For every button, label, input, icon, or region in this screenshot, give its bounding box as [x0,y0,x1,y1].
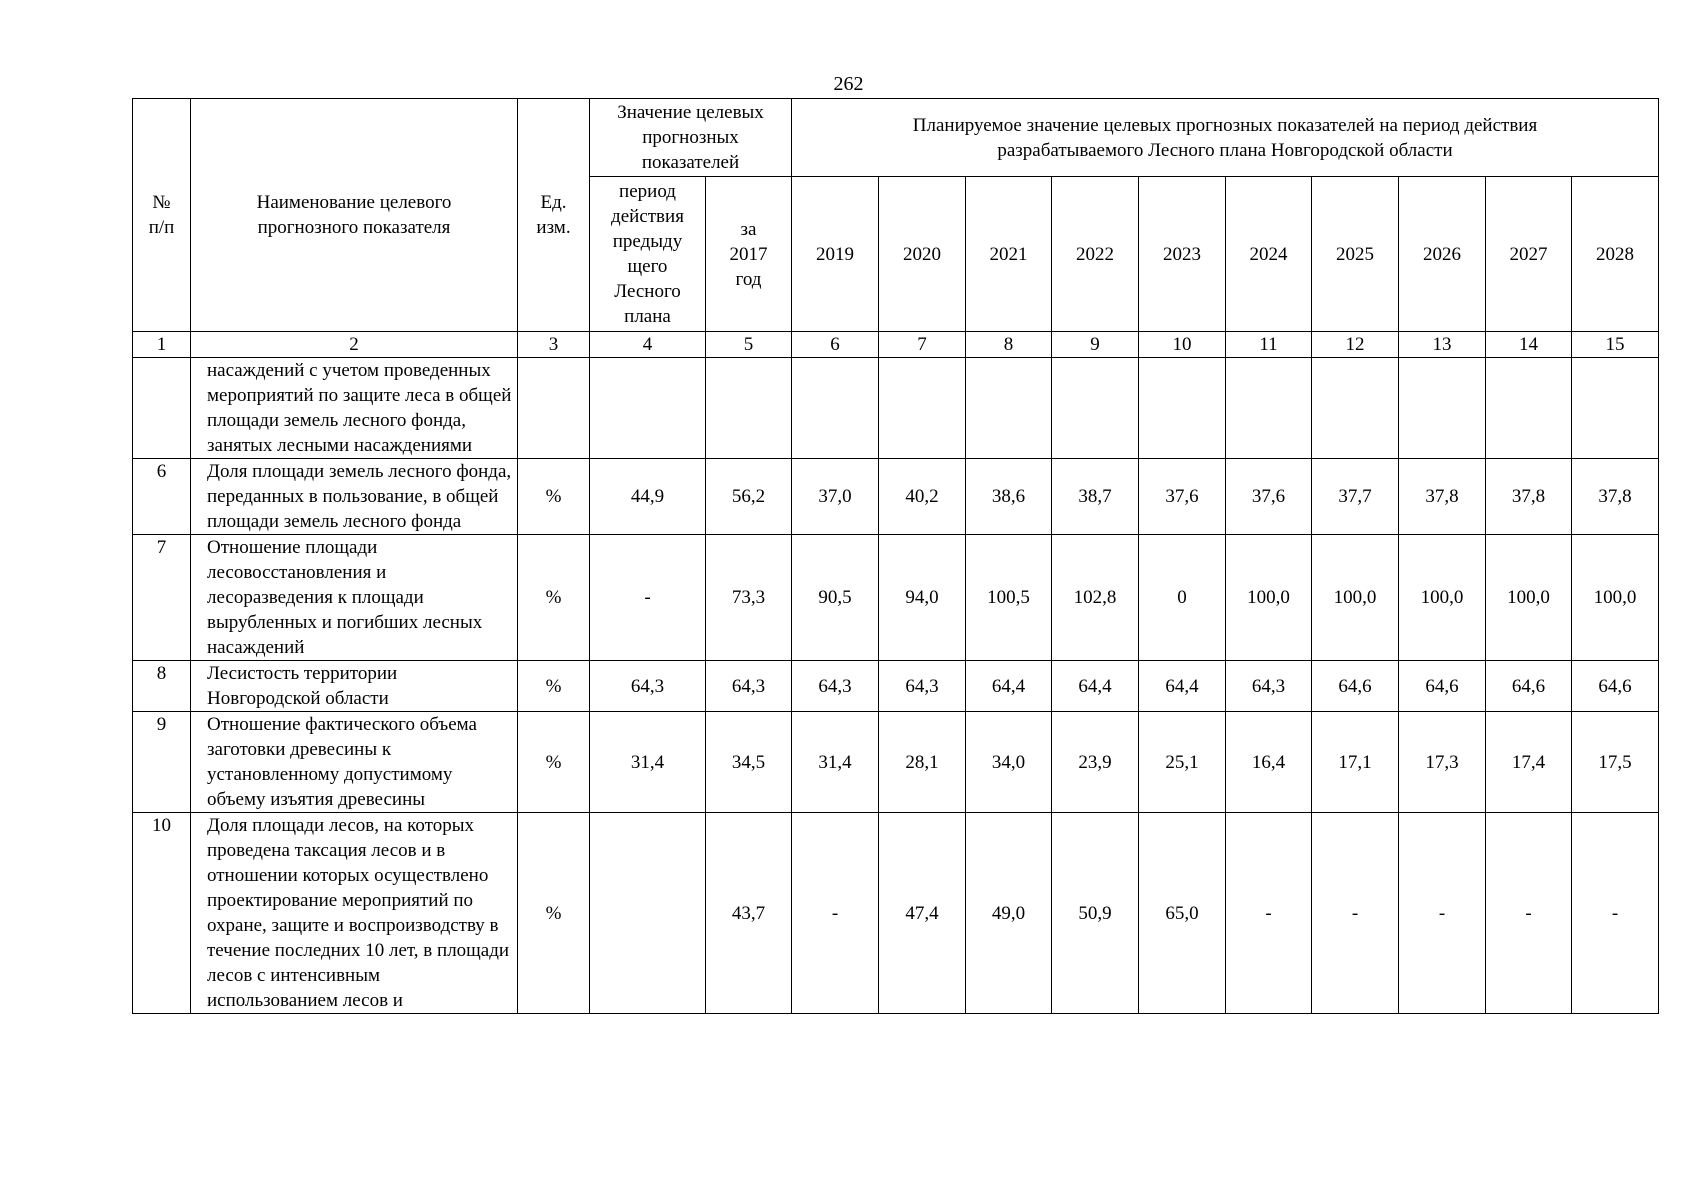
row-value [1486,358,1572,459]
column-number: 9 [1052,332,1139,358]
column-number-row [133,332,1659,358]
row-value: 65,0 [1139,813,1226,1014]
row-num: 10 [133,813,191,1014]
header-year: 2028 [1572,177,1659,332]
row-name: Лесистость территории Новгородской области [191,661,518,712]
row-value: 100,0 [1399,535,1486,661]
header-year: 2020 [879,177,966,332]
row-value: 73,3 [706,535,792,661]
row-num: 7 [133,535,191,661]
row-unit: % [518,459,590,535]
row-value: 40,2 [879,459,966,535]
header-year: 2024 [1226,177,1312,332]
row-value: 16,4 [1226,712,1312,813]
row-unit [518,358,590,459]
column-number: 3 [518,332,590,358]
row-value: 17,4 [1486,712,1572,813]
column-number: 1 [133,332,191,358]
row-value: 37,8 [1486,459,1572,535]
header-year-2017: за 2017 год [706,177,792,332]
row-value: 37,6 [1139,459,1226,535]
header-year: 2023 [1139,177,1226,332]
row-value: 64,4 [966,661,1052,712]
row-value [966,358,1052,459]
table-row [133,358,1659,459]
row-name: Доля площади лесов, на которых проведена таксация лесов и в отношении которых осуществлено проектирование мероприятий по охране, защите и воспроизводству в течение последних 10 лет, в площади лесов с интенсивным использованием лесов и [191,813,518,1014]
row-name: насаждений с учетом проведенных мероприятий по защите леса в общей площади земель лесного фонда, занятых лесными насаждениями [191,358,518,459]
row-value: 94,0 [879,535,966,661]
row-value: 100,0 [1486,535,1572,661]
header-year: 2019 [792,177,879,332]
row-value: 64,3 [1226,661,1312,712]
row-value: 100,0 [1312,535,1399,661]
row-value: 100,0 [1226,535,1312,661]
row-value: - [590,535,706,661]
row-value: - [1399,813,1486,1014]
table-row [133,712,1659,813]
header-year: 2021 [966,177,1052,332]
row-num: 9 [133,712,191,813]
row-value: 23,9 [1052,712,1139,813]
row-name: Отношение площади лесовосстановления и лесоразведения к площади вырубленных и погибших лесных насаждений [191,535,518,661]
row-value [1052,358,1139,459]
column-number: 5 [706,332,792,358]
row-value: 37,8 [1572,459,1659,535]
row-value: 0 [1139,535,1226,661]
row-value: 102,8 [1052,535,1139,661]
row-value: 64,3 [879,661,966,712]
header-prev-period: период действия предыду щего Лесного плана [590,177,706,332]
row-value: 50,9 [1052,813,1139,1014]
row-value [792,358,879,459]
row-value [1399,358,1486,459]
row-value: 64,4 [1139,661,1226,712]
row-value: 34,5 [706,712,792,813]
row-value: 37,6 [1226,459,1312,535]
column-number: 12 [1312,332,1399,358]
row-value: 64,3 [590,661,706,712]
column-number: 11 [1226,332,1312,358]
row-value: 31,4 [792,712,879,813]
row-value [1312,358,1399,459]
forecast-indicators-table [132,98,1659,1014]
row-value: 38,6 [966,459,1052,535]
row-value: 37,7 [1312,459,1399,535]
table-row [133,661,1659,712]
row-value: - [792,813,879,1014]
column-number: 7 [879,332,966,358]
header-planned-values: Планируемое значение целевых прогнозных показателей на период действия разрабатываемого Лесного плана Новгородской области [792,99,1659,177]
row-value: 31,4 [590,712,706,813]
row-value: 64,4 [1052,661,1139,712]
row-value: - [1486,813,1572,1014]
row-num: 6 [133,459,191,535]
header-year: 2027 [1486,177,1572,332]
row-value [879,358,966,459]
row-value: - [1572,813,1659,1014]
row-value: 44,9 [590,459,706,535]
column-number: 6 [792,332,879,358]
row-num [133,358,191,459]
table-row [133,459,1659,535]
column-number: 4 [590,332,706,358]
row-value: 38,7 [1052,459,1139,535]
row-value: 28,1 [879,712,966,813]
row-name: Доля площади земель лесного фонда, переданных в пользование, в общей площади земель лесного фонда [191,459,518,535]
row-value [1226,358,1312,459]
row-value: 56,2 [706,459,792,535]
row-value: 64,6 [1312,661,1399,712]
row-value: 64,3 [706,661,792,712]
table-row [133,535,1659,661]
header-target-values: Значение целевых прогнозных показателей [590,99,792,177]
row-num: 8 [133,661,191,712]
row-value: 49,0 [966,813,1052,1014]
column-number: 14 [1486,332,1572,358]
row-value [590,358,706,459]
row-value: 25,1 [1139,712,1226,813]
row-value [706,358,792,459]
row-value: 64,6 [1486,661,1572,712]
header-year: 2022 [1052,177,1139,332]
row-unit: % [518,813,590,1014]
row-value [1139,358,1226,459]
row-value: 34,0 [966,712,1052,813]
row-value: 17,5 [1572,712,1659,813]
page-number: 262 [833,73,864,95]
header-name: Наименование целевого прогнозного показателя [191,99,518,332]
header-year: 2025 [1312,177,1399,332]
table-header [133,99,1659,332]
row-value: 64,6 [1572,661,1659,712]
row-unit: % [518,661,590,712]
row-value: 17,3 [1399,712,1486,813]
row-value: 37,8 [1399,459,1486,535]
header-year: 2026 [1399,177,1486,332]
table-body [133,332,1659,1014]
header-unit: Ед. изм. [518,99,590,332]
row-value [590,813,706,1014]
row-value: - [1312,813,1399,1014]
column-number: 15 [1572,332,1659,358]
row-value: 17,1 [1312,712,1399,813]
column-number: 8 [966,332,1052,358]
row-value: 43,7 [706,813,792,1014]
column-number: 2 [191,332,518,358]
row-name: Отношение фактического объема заготовки древесины к установленному допустимому объему изъятия древесины [191,712,518,813]
row-value: 64,3 [792,661,879,712]
header-num: № п/п [133,99,191,332]
row-value: 100,0 [1572,535,1659,661]
table-row [133,813,1659,1014]
row-value [1572,358,1659,459]
column-number: 13 [1399,332,1486,358]
column-number: 10 [1139,332,1226,358]
row-value: - [1226,813,1312,1014]
row-value: 37,0 [792,459,879,535]
row-unit: % [518,535,590,661]
row-unit: % [518,712,590,813]
row-value: 100,5 [966,535,1052,661]
row-value: 90,5 [792,535,879,661]
row-value: 47,4 [879,813,966,1014]
row-value: 64,6 [1399,661,1486,712]
